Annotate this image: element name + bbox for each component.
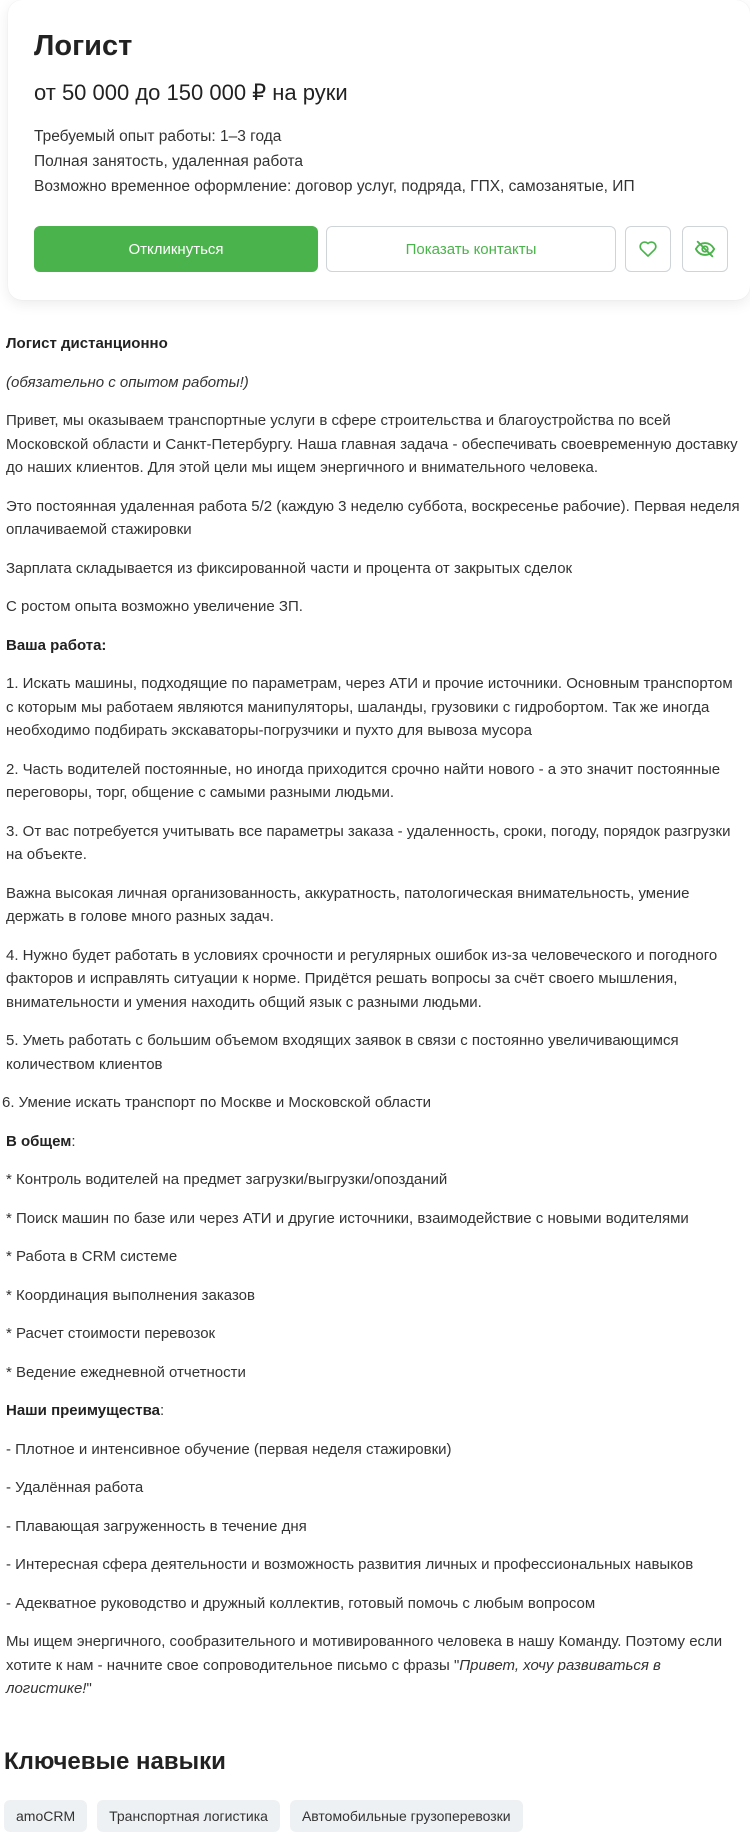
heart-icon <box>638 239 658 259</box>
favorite-button[interactable] <box>625 226 671 272</box>
benefit-item: - Удалённая работа <box>6 1479 144 1496</box>
general-heading: В общем: <box>6 1132 76 1150</box>
work-item: 2. Часть водителей постоянные, но иногда приходится срочно найти нового - а это значит постоянные переговоры, торг, общение с самыми разными людьми. <box>6 760 721 801</box>
hide-vacancy-button[interactable] <box>682 226 728 272</box>
vacancy-card <box>8 0 750 300</box>
benefit-item: - Интересная сфера деятельности и возможность развития личных и профессиональных навыков <box>6 1556 694 1573</box>
benefit-item: - Плавающая загруженность в течение дня <box>6 1517 307 1535</box>
general-item: * Координация выполнения заказов <box>6 1286 255 1304</box>
work-item: 4. Нужно будет работать в условиях срочности и регулярных ошибок из-за человеческого и погодного факторов и исправлять ситуации к норме. Придётся решать вопросы за счёт своего мышления, внимательности и умения находить общий язык с разными людьми. <box>6 946 718 1011</box>
description-growth: С ростом опыта возможно увеличение ЗП. <box>6 598 303 615</box>
benefit-item: - Плотное и интенсивное обучение (первая неделя стажировки) <box>6 1440 452 1458</box>
work-heading: Ваша работа: <box>6 636 107 654</box>
general-item: * Расчет стоимости перевозок <box>6 1325 216 1342</box>
show-contacts-button[interactable]: Показать контакты <box>326 226 616 272</box>
vacancy-description <box>2 332 742 1716</box>
work-item: 5. Уметь работать с большим объемом входящих заявок в связи с постоянно увеличивающимся количеством клиентов <box>6 1032 679 1073</box>
work-item: 3. От вас потребуется учитывать все параметры заказа - удаленность, сроки, погоду, порядок разгрузки на объекте. <box>6 822 731 863</box>
general-item: * Работа в CRM системе <box>6 1248 178 1265</box>
skill-tag: Транспортная логистика <box>97 1800 280 1832</box>
general-item: * Поиск машин по базе или через АТИ и другие источники, взаимодействие с новыми водителями <box>6 1209 689 1227</box>
description-note: (обязательно с опытом работы!) <box>6 373 249 391</box>
vacancy-registration: Возможно временное оформление: договор услуг, подряда, ГПХ, самозанятые, ИП <box>34 178 635 195</box>
vacancy-salary: от 50 000 до 150 000 ₽ на руки <box>34 80 348 105</box>
key-skills-title: Ключевые навыки <box>4 1748 226 1775</box>
description-pay: Зарплата складывается из фиксированной части и процента от закрытых сделок <box>6 559 573 577</box>
closing-phrase: Привет, хочу развиваться в логистике! <box>6 1656 661 1697</box>
benefit-item: - Адекватное руководство и дружный коллектив, готовый помочь с любым вопросом <box>6 1594 596 1612</box>
skill-tag: amoCRM <box>4 1800 87 1832</box>
skill-tag: Автомобильные грузоперевозки <box>290 1800 523 1832</box>
work-item: Важна высокая личная организованность, аккуратность, патологическая внимательность, умение держать в голове много разных задач. <box>6 884 690 925</box>
work-item: 1. Искать машины, подходящие по параметрам, через АТИ и прочие источники. Основным транспортом с которым мы работаем являются манипуляторы, шаланды, грузовики с гидробортом. Так же иногда необходимо подбирать экскаваторы-погрузчики и пухто для вывоза мусора <box>6 675 733 739</box>
vacancy-experience: Требуемый опыт работы: 1–3 года <box>34 128 282 145</box>
key-skills-list <box>4 1800 523 1832</box>
closing-paragraph: Мы ищем энергичного, сообразительного и мотивированного человека в нашу Команду. Поэтому если хотите к нам - начните свое сопроводительное письмо с фразы "Привет, хочу развиваться в логистике!" <box>6 1633 723 1697</box>
work-item: 6. Умение искать транспорт по Москве и Московской области <box>2 1094 432 1111</box>
description-schedule: Это постоянная удаленная работа 5/2 (каждую 3 неделю суббота, воскресенье рабочие). Первая неделя оплачиваемой стажировки <box>6 497 740 538</box>
benefits-heading: Наши преимущества: <box>6 1402 165 1419</box>
general-item: * Ведение ежедневной отчетности <box>6 1363 246 1381</box>
vacancy-title: Логист <box>34 30 133 62</box>
vacancy-employment: Полная занятость, удаленная работа <box>34 153 304 170</box>
description-heading: Логист дистанционно <box>6 335 168 352</box>
apply-button[interactable]: Откликнуться <box>34 226 318 272</box>
eye-off-icon <box>694 238 716 260</box>
general-item: * Контроль водителей на предмет загрузки/выгрузки/опозданий <box>6 1171 448 1188</box>
description-intro: Привет, мы оказываем транспортные услуги в сфере строительства и благоустройства по всей Московской области и Санкт-Петербургу. Наша главная задача - обеспечивать своевременную доставку до наших клиентов. Для этой цели мы ищем энергичного и внимательного человека. <box>6 412 738 476</box>
